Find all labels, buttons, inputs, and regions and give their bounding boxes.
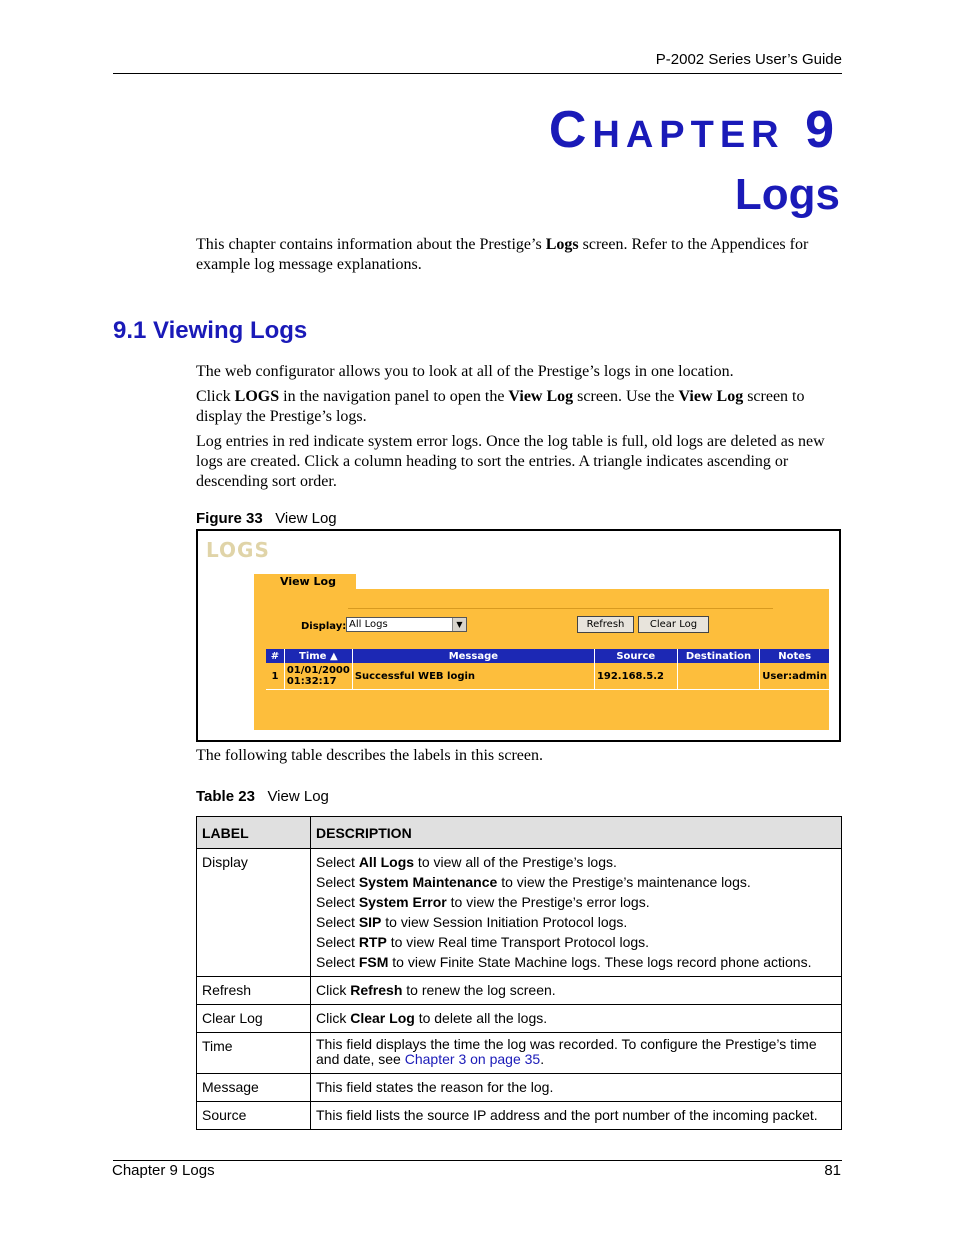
body-paragraph-1: The web configurator allows you to look at all of the Prestige’s logs in one location. [196,363,734,380]
running-header: P-2002 Series User’s Guide [655,51,842,68]
log-table-header [266,649,829,663]
chapter-initial: C [548,101,593,159]
p2-bold-logs: LOGS [234,388,280,405]
body-paragraph-3: Log entries in red indicate system error logs. Once the log table is full, old logs are deleted as new logs are created. Click a column heading to sort the entries. A triangle indicates ascending or descending sort order. [196,433,825,490]
row-time-clock: 01:32:17 [286,676,337,687]
row-label: Clear Log [197,1005,311,1033]
description-table-header [197,817,842,849]
row-source: 192.168.5.2 [594,663,677,690]
row-description [311,849,842,977]
row-label: Time [197,1033,311,1074]
panel-divider [348,608,773,609]
row-time-date: 01/01/2000 [286,665,350,676]
intro-bold: Logs [545,236,579,253]
column-header-notes[interactable]: Notes [760,649,829,663]
table-row [197,1005,842,1033]
view-log-screenshot [196,529,841,742]
p2-bold-viewlog: View Log [508,388,574,405]
table-number: Table 23 [196,788,255,805]
display-select-value: All Logs [349,619,388,630]
table-row [197,1033,842,1074]
table-row [266,663,829,690]
page-number: 81 [824,1162,841,1179]
description-line: Select RTP to view Real time Transport Protocol logs. [316,934,650,950]
row-description: Click Refresh to renew the log screen. [311,977,842,1005]
column-header-source[interactable]: Source [594,649,677,663]
column-header-destination[interactable]: Destination [677,649,760,663]
description-line: Select SIP to view Session Initiation Protocol logs. [316,914,628,930]
column-header-message[interactable]: Message [352,649,594,663]
display-label: Display: [301,621,347,632]
description-line: Select System Maintenance to view the Prestige’s maintenance logs. [316,874,751,890]
row-description: This field lists the source IP address and the port number of the incoming packet. [311,1102,842,1130]
chapter-title [549,98,840,223]
description-line: Select All Logs to view all of the Prestige’s logs. [316,854,617,870]
intro-text-a: This chapter contains information about the Prestige’s [196,236,546,253]
clear-log-button[interactable]: Clear Log [638,616,709,633]
header-label: LABEL [197,817,311,849]
chevron-down-icon[interactable]: ▼ [452,618,466,631]
row-index: 1 [266,663,284,690]
p2-bold-viewlog: View Log [678,388,744,405]
table-row [197,849,842,977]
p2-text: screen to display the Prestige’s logs. [196,388,805,425]
tab-view-log[interactable]: View Log [254,574,356,590]
row-description: This field states the reason for the log. [311,1074,842,1102]
table-row [197,977,842,1005]
display-select[interactable] [346,617,467,632]
figure-caption [196,510,337,527]
log-table [266,649,829,690]
figure-caption-text: View Log [275,510,337,527]
chapter-label [549,98,840,167]
row-label: Source [197,1102,311,1130]
description-line: Select FSM to view Finite State Machine logs. These logs record phone actions. [316,954,812,970]
body-paragraph-2 [196,387,842,427]
table-row [197,1074,842,1102]
row-message: Successful WEB login [352,663,594,690]
chapter-name: Logs [734,170,840,219]
row-notes: User:admin [760,663,829,690]
row-destination [677,663,760,690]
time-header-label: Time [299,650,327,662]
header-rule [113,73,842,74]
p2-text: Click [196,388,235,405]
table-caption-text: View Log [267,788,329,805]
screen-title: LOGS [206,538,270,562]
p2-text: in the navigation panel to open the [279,388,509,405]
sort-ascending-icon: ▲ [329,650,338,662]
header-description: DESCRIPTION [311,817,842,849]
row-label: Display [197,849,311,977]
after-figure-text: The following table describes the labels in this screen. [196,747,544,764]
column-header-time[interactable] [284,649,352,663]
table-caption [196,788,329,805]
chapter-word: HAPTER [592,114,785,156]
refresh-button[interactable]: Refresh [577,616,634,633]
row-description: Click Clear Log to delete all the logs. [311,1005,842,1033]
chapter-number: 9 [805,101,840,159]
description-table [196,816,842,1130]
table-row [197,1102,842,1130]
footer-chapter: Chapter 9 Logs [112,1162,215,1179]
section-title: 9.1 Viewing Logs [113,317,308,344]
row-label: Refresh [197,977,311,1005]
footer-rule [113,1160,842,1161]
intro-text-c: screen. Refer to the Appendices for example log message explanations. [196,236,809,273]
description-line: Select System Error to view the Prestige’s error logs. [316,894,650,910]
row-label: Message [197,1074,311,1102]
row-description: This field displays the time the log was recorded. To configure the Prestige’s time and date, see Chapter 3 on page 35. [311,1033,842,1074]
chapter-link[interactable]: Chapter 3 on page 35 [404,1051,541,1067]
log-panel [254,589,829,730]
intro-paragraph [196,235,842,275]
row-time [284,663,352,690]
figure-number: Figure 33 [196,510,263,527]
p2-text: screen. Use the [573,388,679,405]
column-header-index[interactable]: # [266,649,284,663]
